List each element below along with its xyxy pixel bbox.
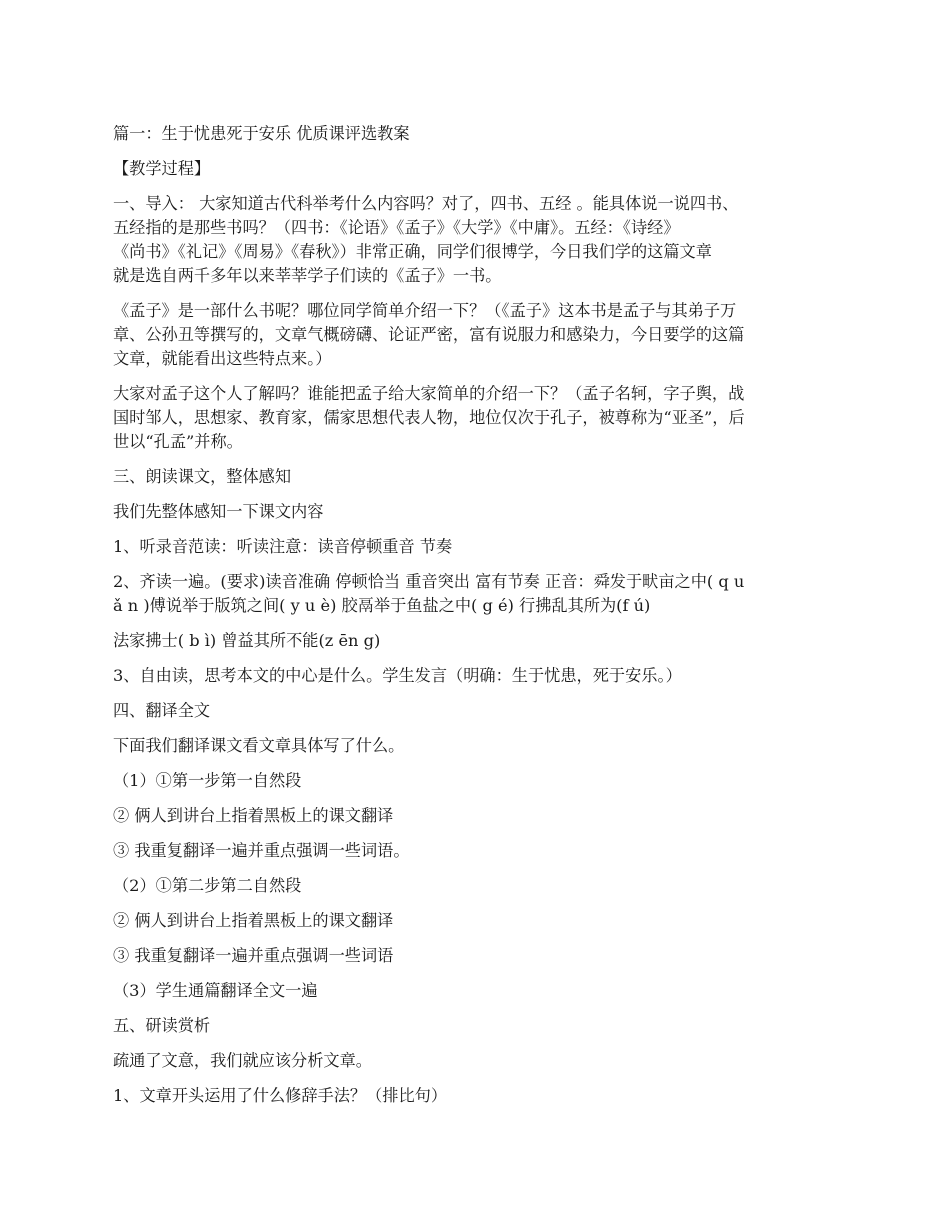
document-page — [113, 122, 841, 1119]
body-paragraph — [113, 909, 841, 933]
text-line: 《孟子》是一部什么书呢？哪位同学简单介绍一下？（《孟子》这本书是孟子与其弟子万 — [113, 301, 737, 320]
text-line: 世以“孔孟”并称。 — [113, 432, 243, 451]
text-line: 大家对孟子这个人了解吗？谁能把孟子给大家简单的介绍一下？（孟子名轲，字子舆，战 — [113, 384, 745, 403]
body-paragraph — [113, 1049, 841, 1073]
text-line: 《尚书》《礼记》《周易》《春秋》）非常正确，同学们很博学，今日我们学的这篇文章 — [113, 242, 712, 261]
body-paragraph — [113, 299, 841, 371]
text-line: 三、朗读课文，整体感知 — [113, 467, 292, 486]
body-paragraph — [113, 1014, 841, 1038]
text-line: 就是选自两千多年以来莘莘学子们读的《孟子》一书。 — [113, 266, 502, 285]
text-line: 章、公孙丑等撰写的，文章气概磅礴、论证严密，富有说服力和感染力，今日要学的这篇 — [113, 325, 745, 344]
document-title: 篇一：生于忧患死于安乐 优质课评选教案 — [113, 124, 410, 143]
text-line: 1、文章开头运用了什么修辞手法？（排比句） — [113, 1086, 448, 1105]
body-paragraph — [113, 769, 841, 793]
body-paragraph — [113, 839, 841, 863]
text-line: 3、自由读，思考本文的中心是什么。学生发言（明确：生于忧患，死于安乐。） — [113, 666, 682, 685]
body-paragraph — [113, 382, 841, 454]
body-paragraph — [113, 570, 841, 618]
body-paragraph — [113, 874, 841, 898]
text-line: 法家拂士( b ì) 曾益其所不能(z ēn g) — [113, 631, 381, 650]
body-paragraph — [113, 192, 841, 288]
text-line: 我们先整体感知一下课文内容 — [113, 502, 324, 521]
text-line: 2、齐读一遍。(要求)读音准确 停顿恰当 重音突出 富有节奏 正音：舜发于畎亩之中( q u — [113, 572, 745, 591]
body-paragraph — [113, 1084, 841, 1108]
text-line: 五、研读赏析 — [113, 1016, 211, 1035]
body-paragraph — [113, 979, 841, 1003]
document-body — [113, 192, 841, 1108]
body-paragraph — [113, 944, 841, 968]
body-paragraph — [113, 664, 841, 688]
text-line: 国时邹人，思想家、教育家，儒家思想代表人物，地位仅次于孔子，被尊称为“亚圣”，后 — [113, 408, 745, 427]
body-paragraph — [113, 629, 841, 653]
text-line: 文章，就能看出这些特点来。） — [113, 349, 332, 368]
body-paragraph — [113, 465, 841, 489]
text-line: 下面我们翻译课文看文章具体写了什么。 — [113, 736, 405, 755]
section-heading: 【教学过程】 — [113, 159, 211, 178]
text-line: 1、听录音范读：听读注意：读音停顿重音 节奏 — [113, 537, 453, 556]
text-line: （2）①第二步第二自然段 — [113, 876, 302, 895]
text-line: 疏通了文意，我们就应该分析文章。 — [113, 1051, 372, 1070]
body-paragraph — [113, 734, 841, 758]
body-paragraph — [113, 500, 841, 524]
text-line: ③ 我重复翻译一遍并重点强调一些词语 — [113, 946, 394, 965]
text-line: （1）①第一步第一自然段 — [113, 771, 302, 790]
text-line: ③ 我重复翻译一遍并重点强调一些词语。 — [113, 841, 410, 860]
body-paragraph — [113, 535, 841, 559]
body-paragraph — [113, 804, 841, 828]
text-line: 五经指的是那些书吗？（四书：《论语》《孟子》《大学》《中庸》。五经：《诗经》 — [113, 218, 680, 237]
text-line: （3）学生通篇翻译全文一遍 — [113, 981, 318, 1000]
text-line: ② 俩人到讲台上指着黑板上的课文翻译 — [113, 806, 394, 825]
text-line: ǎ n )傅说举于版筑之间( y u è) 胶鬲举于鱼盐之中( g é) 行拂乱其所为(f ú) — [113, 596, 651, 615]
text-line: 一、导入： 大家知道古代科举考什么内容吗？对了，四书、五经 。能具体说一说四书、 — [113, 194, 739, 213]
body-paragraph — [113, 699, 841, 723]
text-line: 四、翻译全文 — [113, 701, 211, 720]
text-line: ② 俩人到讲台上指着黑板上的课文翻译 — [113, 911, 394, 930]
